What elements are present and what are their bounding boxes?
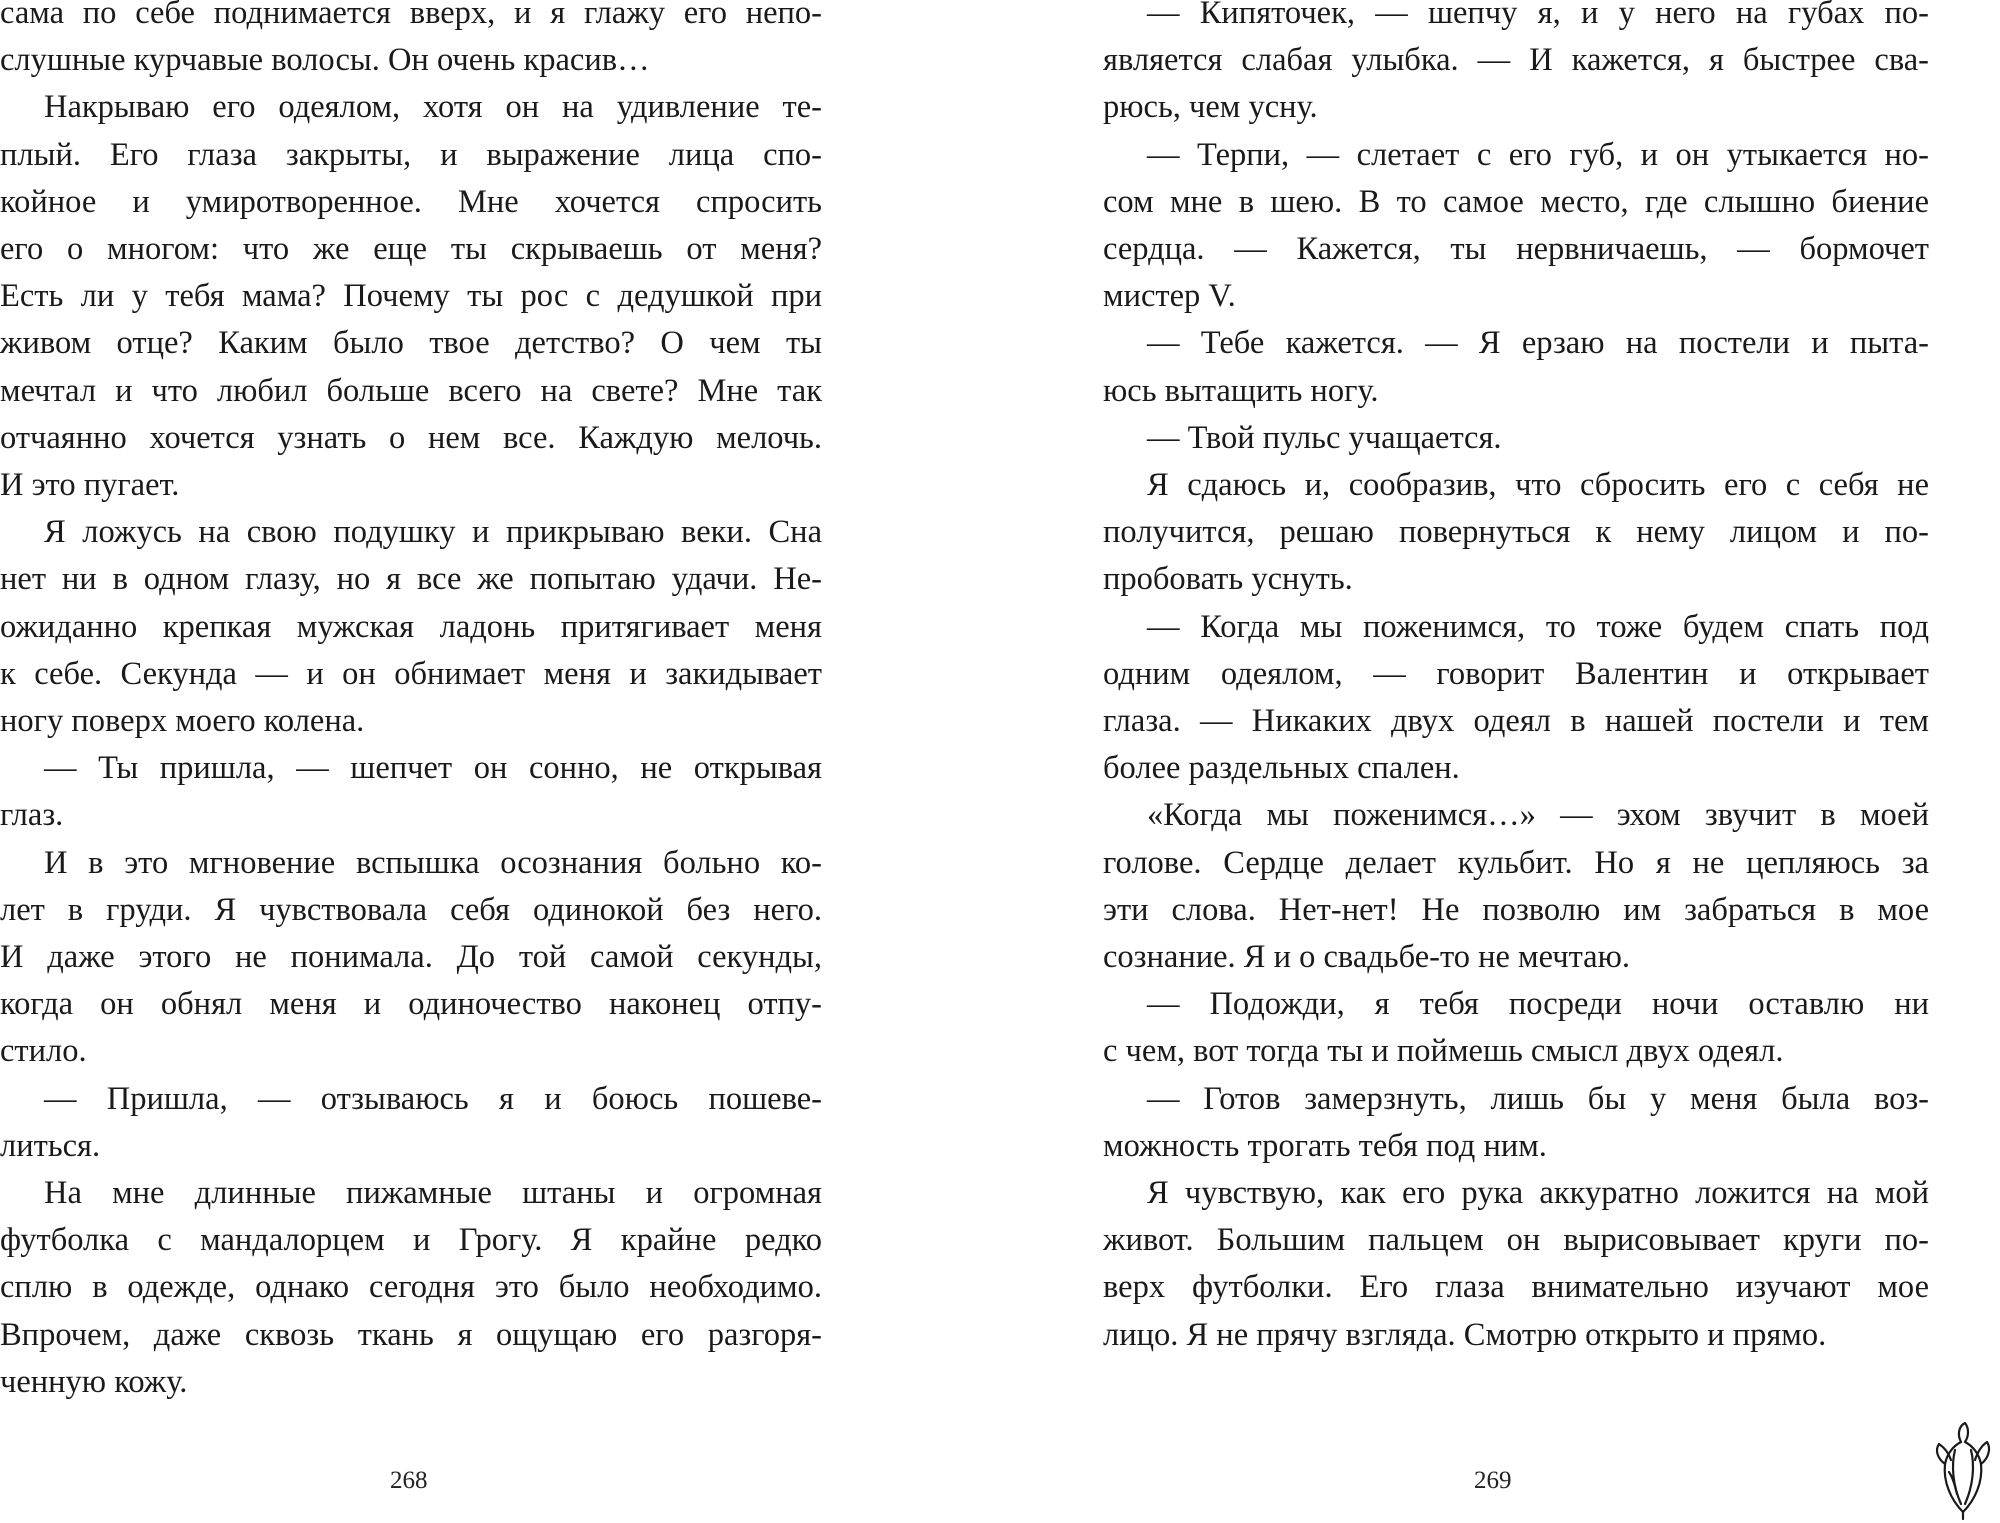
text-line: И даже этого не понимала. До той самой секунды, [0,939,822,976]
paragraph [0,0,822,84]
text-line: — Когда мы поженимся, то тоже будем спать под [1147,608,1929,645]
paragraph [1103,1076,1929,1170]
text-line: верх футболки. Его глаза внимательно изучают мое [1103,1269,1929,1306]
text-line: к себе. Секунда — и он обнимает меня и закидывает [0,655,822,692]
right-page-text [1103,0,1929,1359]
text-line: слушные курчавые волосы. Он очень красив… [0,42,650,79]
text-line: — Ты пришла, — шепчет он сонно, не открывая [44,750,822,787]
text-line: ченную кожу. [0,1363,188,1400]
text-line: — Твой пульс учащается. [1147,419,1502,456]
left-page-number: 268 [390,1467,428,1494]
text-line: его о многом: что же еще ты скрываешь от меня? [0,231,822,268]
text-line: сама по себе поднимается вверх, и я глажу его непо- [0,0,822,31]
text-line: эти слова. Нет-нет! Не позволю им забраться в мое [1103,891,1929,928]
right-page-number: 269 [1474,1467,1512,1494]
text-line: мечтал и что любил больше всего на свете? Мне так [0,372,822,409]
paragraph [1103,320,1929,414]
text-line: одним одеялом, — говорит Валентин и открывает [1103,655,1929,692]
text-line: лицо. Я не прячу взгляда. Смотрю открыто и прямо. [1103,1316,1827,1353]
text-line: нет ни в одном глазу, но я все же попытаю удачи. Не- [0,561,822,598]
text-line: является слабая улыбка. — И кажется, я быстрее сва- [1103,42,1929,79]
text-line: получится, решаю повернуться к нему лицом и по- [1103,514,1929,551]
text-line: футболка с мандалорцем и Грогу. Я крайне редко [0,1222,822,1259]
text-line: когда он обнял меня и одиночество наконец отпу- [0,986,822,1023]
paragraph [1103,1170,1929,1359]
text-line: ногу поверх моего колена. [0,703,365,740]
text-line: сом мне в шею. В то самое место, где слышно биение [1103,183,1929,220]
text-line: — Тебе кажется. — Я ерзаю на постели и пыта- [1147,325,1929,362]
text-line: стило. [0,1033,87,1070]
text-line: И в это мгновение вспышка осознания больно ко- [44,844,822,881]
text-line: плый. Его глаза закрыты, и выражение лица спо- [0,136,822,173]
text-line: мистер V. [1103,278,1236,315]
right-page [1103,0,1929,1523]
text-line: Есть ли у тебя мама? Почему ты рос с дедушкой при [0,278,822,315]
text-line: с чем, вот тогда ты и поймешь смысл двух одеял. [1103,1033,1784,1070]
text-line: отчаянно хочется узнать о нем все. Каждую мелочь. [0,419,822,456]
left-page [0,0,822,1523]
text-line: ожиданно крепкая мужская ладонь притягивает меня [0,608,822,645]
text-line: «Когда мы поженимся…» — эхом звучит в моей [1147,797,1929,834]
paragraph [1103,604,1929,793]
paragraph [0,1170,822,1406]
text-line: можность трогать тебя под ним. [1103,1127,1547,1164]
text-line: Впрочем, даже сквозь ткань я ощущаю его разгоря- [0,1316,822,1353]
text-line: более раздельных спален. [1103,750,1460,787]
text-line: глаз. [0,797,64,834]
paragraph [0,1076,822,1170]
text-line: Я ложусь на свою подушку и прикрываю веки. Сна [44,514,822,551]
text-line: — Пришла, — отзываюсь я и боюсь пошеве- [44,1080,822,1117]
text-line: И это пугает. [0,467,180,504]
paragraph [1103,981,1929,1075]
text-line: голове. Сердце делает кульбит. Но я не цепляюсь за [1103,844,1929,881]
text-line: сплю в одежде, однако сегодня это было необходимо. [0,1269,822,1306]
text-line: — Готов замерзнуть, лишь бы у меня была воз- [1147,1080,1929,1117]
text-line: рюсь, чем усну. [1103,89,1318,126]
text-line: Я чувствую, как его рука аккуратно ложится на мой [1147,1175,1929,1212]
text-line: — Подожди, я тебя посреди ночи оставлю ни [1147,986,1929,1023]
paragraph [1103,132,1929,321]
text-line: пробовать уснуть. [1103,561,1353,598]
text-line: живом отце? Каким было твое детство? О чем ты [0,325,822,362]
text-line: — Терпи, — слетает с его губ, и он утыкается но- [1147,136,1929,173]
text-line: Я сдаюсь и, сообразив, что сбросить его с себя не [1147,467,1929,504]
text-line: юсь вытащить ногу. [1103,372,1379,409]
text-line: литься. [0,1127,101,1164]
text-line: лет в груди. Я чувствовала себя одинокой без него. [0,891,822,928]
paragraph [1103,462,1929,604]
paragraph [0,840,822,1076]
paragraph [1103,415,1929,462]
text-line: На мне длинные пижамные штаны и огромная [44,1175,822,1212]
text-line: глаза. — Никаких двух одеял в нашей постели и тем [1103,703,1929,740]
text-line: койное и умиротворенное. Мне хочется спросить [0,183,822,220]
paragraph [0,84,822,509]
paragraph [1103,792,1929,981]
paragraph [0,509,822,745]
text-line: живот. Большим пальцем он вырисовывает круги по- [1103,1222,1929,1259]
flower-bud-icon [1933,1420,1995,1520]
text-line: сердца. — Кажется, ты нервничаешь, — бормочет [1103,231,1929,268]
paragraph [0,745,822,839]
text-line: — Кипяточек, — шепчу я, и у него на губах по- [1147,0,1929,31]
left-page-text [0,0,822,1406]
paragraph [1103,0,1929,132]
text-line: Накрываю его одеялом, хотя он на удивление те- [44,89,822,126]
text-line: сознание. Я и о свадьбе-то не мечтаю. [1103,939,1631,976]
